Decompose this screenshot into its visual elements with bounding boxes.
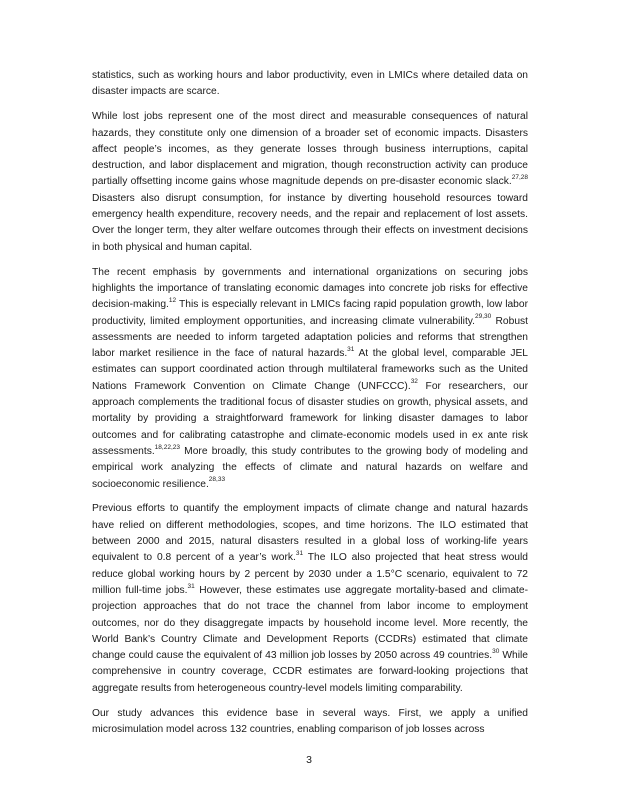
citation-superscript: 12 (168, 296, 177, 304)
paragraph-5 (92, 706, 528, 739)
citation-superscript: 28,33 (208, 476, 226, 484)
text-run: Disasters also disrupt consumption, for instance by diverting household resources toward emergency health expenditure, recovery needs, and the repair and replacement of lost assets. Over the longer term, they alter welfare outcomes through their effects on investment decisions in both physical and human capital. (92, 192, 528, 253)
citation-superscript: 31 (187, 582, 195, 590)
paragraph-4 (92, 501, 528, 697)
paragraph-1 (92, 68, 528, 101)
citation-superscript: 27,28 (511, 174, 528, 182)
citation-superscript: 29,30 (475, 313, 492, 321)
citation-superscript: 32 (410, 378, 418, 386)
paragraph-3 (92, 265, 528, 493)
text-run: For researchers, our approach complements the traditional focus of disaster studies on growth, physical assets, and mortality by providing a straightforward framework for linking disaster damages to labor outcomes and for calibrating catastrophe and climate-economic models used in ex ante risk assessments. (92, 380, 528, 457)
text-run: Robust assessments are needed to inform targeted adaptation policies and reforms that strengthen labor market resilience in the face of natural hazards. (92, 315, 529, 360)
text-run: The ILO also projected that heat stress would reduce global working hours by 2 percent by 2030 under a 1.5°C scenario, equivalent to 72 million full-time jobs. (92, 552, 528, 596)
citation-superscript: 18,22,23 (154, 443, 180, 451)
text-run: This is especially relevant in LMICs facing rapid population growth, low labor productivity, limited employment opportunities, and increasing climate vulnerability. (92, 299, 528, 327)
citation-superscript: 31 (347, 345, 355, 353)
text-run: statistics, such as working hours and labor productivity, even in LMICs where detailed data on disaster impacts are scarce. (92, 70, 528, 98)
text-run: More broadly, this study contributes to the growing body of modeling and empirical work analyzing the effects of climate and natural hazards on welfare and socioeconomic resilience. (92, 445, 528, 490)
page-number: 3 (306, 754, 312, 766)
text-run: At the global level, comparable JEL estimates can support coordinated action through multilateral frameworks such as the United Nations Framework Convention on Climate Change (UNFCCC). (92, 348, 528, 392)
citation-superscript: 30 (492, 647, 500, 655)
text-run: While comprehensive in country coverage, CCDR estimates are forward-looking projections that aggregate results from heterogeneous country-level models limiting comparability. (92, 650, 529, 694)
text-run: While lost jobs represent one of the most direct and measurable consequences of natural hazards, they constitute only one dimension of a broader set of economic impacts. Disasters affect people’s incomes, as they generate losses through business interruptions, capital destruction, and labor displacement and migration, though reconstruction activity can produce partially offsetting income gains whose magnitude depends on pre-disaster economic slack. (92, 111, 528, 188)
text-run: However, these estimates use aggregate mortality-based and climate-projection approaches that do not trace the channel from labor income to employment outcomes, nor do they disaggregate impacts by household income level. More recently, the World Bank’s Country Climate and Development Reports (CCDRs) estimated that climate change could cause the equivalent of 43 million job losses by 2050 across 49 countries. (92, 584, 529, 662)
text-run: Our study advances this evidence base in several ways. First, we apply a unified microsimulation model across 132 countries, enabling comparison of job losses across (92, 707, 528, 736)
text-run: Previous efforts to quantify the employment impacts of climate change and natural hazards have relied on different methodologies, scopes, and time horizons. The ILO estimated that between 2000 and 2015, natural disasters resulted in a global loss of working-life years equivalent to 0.8 percent of a year’s work. (92, 503, 528, 564)
text-run: The recent emphasis by governments and international organizations on securing jobs highlights the importance of translating economic damages into concrete job risks for effective decision-making. (92, 266, 528, 311)
citation-superscript: 31 (295, 549, 304, 557)
body-text (92, 68, 528, 738)
paragraph-2 (92, 109, 528, 256)
